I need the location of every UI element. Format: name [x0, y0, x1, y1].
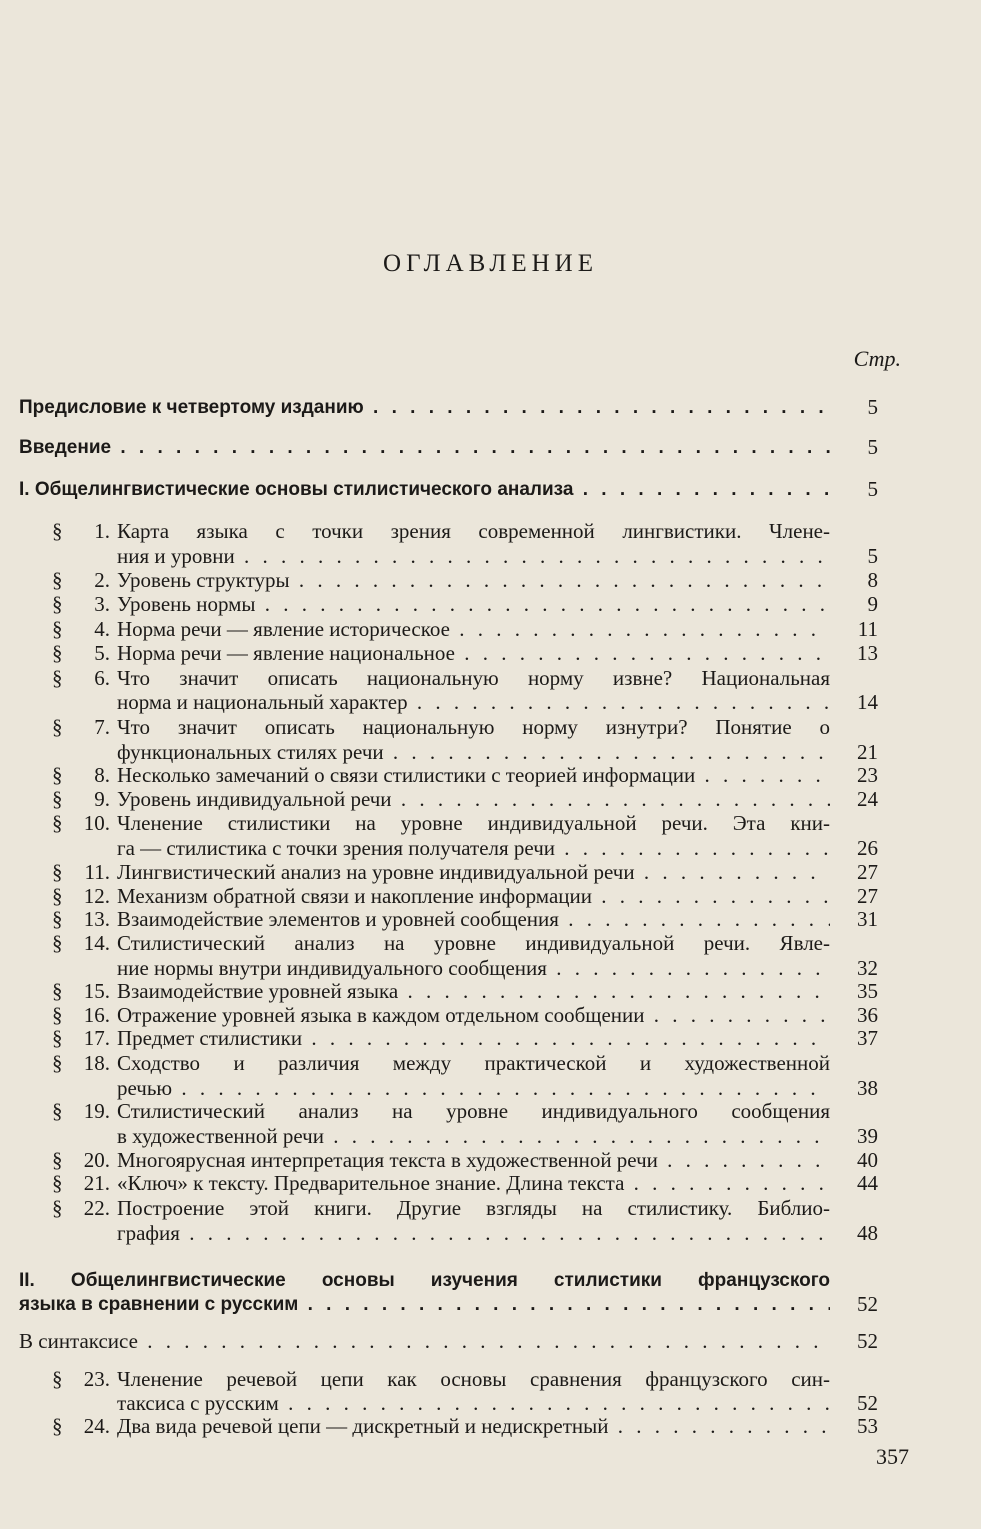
toc-entry-text: Норма речи — явление историческое [117, 617, 450, 641]
toc-entry-line [117, 1171, 830, 1196]
toc-entry-text: Механизм обратной связи и накопление информации [117, 884, 592, 908]
section-marker [52, 787, 114, 812]
section-number: 24. [83, 1414, 110, 1438]
section-marker [52, 931, 114, 956]
toc-entry-text: графия [117, 1221, 180, 1245]
toc-entry-text: Лингвистический анализ на уровне индивидуальной речи [117, 860, 635, 884]
section-symbol: § [52, 666, 63, 690]
toc-page-number: 52 [857, 1292, 878, 1316]
toc-entry-line [117, 956, 830, 981]
toc-page-number: 36 [857, 1003, 878, 1027]
section-number: 10. [83, 811, 110, 835]
toc-page-number: 48 [857, 1221, 878, 1245]
toc-page-number: 38 [857, 1076, 878, 1100]
section-number: 15. [83, 979, 110, 1003]
section-number: 4. [94, 617, 110, 641]
toc-entry-text: Несколько замечаний о связи стилистики с теорией информации [117, 763, 696, 787]
section-marker [52, 811, 114, 836]
toc-entry-line [117, 811, 830, 836]
toc-entry-text: Взаимодействие уровней языка [117, 979, 399, 1003]
toc-page-number: 5 [867, 477, 878, 501]
toc-entry-line [117, 1414, 830, 1439]
toc-entry-text: ние нормы внутри индивидуального сообщения [117, 956, 547, 980]
toc-entry-text: Предмет стилистики [117, 1026, 303, 1050]
toc-entry-text: Уровень структуры [117, 568, 290, 592]
section-symbol: § [52, 907, 63, 931]
toc-page-number: 52 [857, 1329, 878, 1353]
section-marker [52, 907, 114, 932]
section-marker [52, 666, 114, 691]
section-symbol: § [52, 641, 63, 665]
toc-entry-text: Карта языка с точки зрения современной лингвистики. Члене- [117, 519, 830, 543]
toc-entry-text: Многоярусная интерпретация текста в художественной речи [117, 1148, 658, 1172]
section-symbol: § [52, 1026, 63, 1050]
section-marker [52, 1099, 114, 1124]
section-symbol: § [52, 1051, 63, 1075]
toc-page-number: 24 [857, 787, 878, 811]
toc-entry-text: Уровень нормы [117, 592, 256, 616]
section-marker [52, 1414, 114, 1439]
section-symbol: § [52, 931, 63, 955]
section-marker [52, 641, 114, 666]
toc-entry-text: ния и уровни [117, 544, 235, 568]
toc-entry-text: Предисловие к четвертому изданию [19, 397, 364, 418]
toc-entry-line [117, 907, 830, 932]
toc-entry-text: Сходство и различия между практической и художественной [117, 1051, 830, 1075]
toc-entry-line [117, 836, 830, 861]
section-symbol: § [52, 617, 63, 641]
toc-entry-text: Норма речи — явление национальное [117, 641, 455, 665]
toc-entry-line [117, 1026, 830, 1051]
toc-entry-line [19, 435, 830, 460]
toc-page-number: 39 [857, 1124, 878, 1148]
section-number: 1. [94, 519, 110, 543]
toc-entry-line [19, 1292, 830, 1317]
toc-entry-text: Отражение уровней языка в каждом отдельном сообщении [117, 1003, 645, 1027]
toc-entry-line [19, 395, 830, 420]
toc-entry-line [117, 740, 830, 765]
section-marker [52, 763, 114, 788]
toc-entry-text: Членение речевой цепи как основы сравнения французского син- [117, 1367, 830, 1391]
toc-page-number: 52 [857, 1391, 878, 1415]
toc-entry-line [117, 666, 830, 691]
toc-entry-line [117, 519, 830, 544]
toc-page-number: 35 [857, 979, 878, 1003]
section-number: 22. [83, 1196, 110, 1220]
section-marker [52, 979, 114, 1004]
section-symbol: § [52, 592, 63, 616]
toc-page-number: 40 [857, 1148, 878, 1172]
footer-page-number: 357 [876, 1444, 909, 1469]
section-symbol: § [52, 884, 63, 908]
section-marker [52, 1051, 114, 1076]
section-marker [52, 1196, 114, 1221]
section-number: 14. [83, 931, 110, 955]
toc-entry-line [117, 1367, 830, 1392]
section-marker [52, 860, 114, 885]
section-number: 20. [83, 1148, 110, 1172]
toc-entry-line [117, 763, 830, 788]
toc-entry-line [117, 544, 830, 569]
toc-page-number: 14 [857, 690, 878, 714]
section-number: 23. [83, 1367, 110, 1391]
toc-entry-line [19, 1268, 830, 1293]
toc-entry-line [19, 477, 830, 502]
section-number: 17. [83, 1026, 110, 1050]
toc-page-number: 9 [867, 592, 878, 616]
section-marker [52, 715, 114, 740]
toc-entry-line [117, 641, 830, 666]
toc-entry-text: таксиса с русским [117, 1391, 279, 1415]
toc-entry-line [19, 1329, 830, 1354]
toc-entry-line [117, 568, 830, 593]
toc-entry-text: «Ключ» к тексту. Предварительное знание. Длина текста [117, 1171, 625, 1195]
toc-entry-text: I. Общелингвистические основы стилистического анализа [19, 479, 574, 500]
toc-entry-line [117, 860, 830, 885]
section-number: 9. [94, 787, 110, 811]
section-marker [52, 1148, 114, 1173]
section-symbol: § [52, 787, 63, 811]
section-number: 16. [83, 1003, 110, 1027]
toc-entry-line [117, 1391, 830, 1416]
toc-entry-line [117, 1003, 830, 1028]
toc-entry-text: га — стилистика с точки зрения получателя речи [117, 836, 556, 860]
toc-entry-text: функциональных стилях речи [117, 740, 384, 764]
toc-entry-text: Взаимодействие элементов и уровней сообщения [117, 907, 559, 931]
section-symbol: § [52, 519, 63, 543]
section-marker [52, 1026, 114, 1051]
section-symbol: § [52, 979, 63, 1003]
toc-entry-line [117, 690, 830, 715]
toc-page-number: 31 [857, 907, 878, 931]
toc-entry-line [117, 592, 830, 617]
section-symbol: § [52, 1367, 63, 1391]
section-number: 7. [94, 715, 110, 739]
toc-entry-line [117, 617, 830, 642]
toc-page-number: 5 [867, 544, 878, 568]
section-marker [52, 617, 114, 642]
toc-entry-line [117, 715, 830, 740]
toc-page-number: 21 [857, 740, 878, 764]
section-symbol: § [52, 1148, 63, 1172]
section-number: 11. [84, 860, 110, 884]
section-symbol: § [52, 860, 63, 884]
toc-entry-text: Стилистический анализ на уровне индивидуальной речи. Явле- [117, 931, 830, 955]
toc-page-number: 5 [867, 395, 878, 419]
toc-page-number: 44 [857, 1171, 878, 1195]
toc-entry-text: норма и национальный характер [117, 690, 408, 714]
toc-entry-text: Что значит описать национальную норму изнутри? Понятие о [117, 715, 830, 739]
section-number: 2. [94, 568, 110, 592]
section-number: 13. [83, 907, 110, 931]
section-marker [52, 592, 114, 617]
toc-entry-text: Стилистический анализ на уровне индивидуального сообщения [117, 1099, 830, 1123]
section-number: 12. [83, 884, 110, 908]
toc-page-number: 8 [867, 568, 878, 592]
toc-page-number: 37 [857, 1026, 878, 1050]
toc-page-number: 53 [857, 1414, 878, 1438]
section-symbol: § [52, 568, 63, 592]
section-number: 21. [83, 1171, 110, 1195]
toc-entry-text: Членение стилистики на уровне индивидуальной речи. Эта кни- [117, 811, 830, 835]
toc-page-number: 32 [857, 956, 878, 980]
toc-page-number: 13 [857, 641, 878, 665]
toc-entry-text: Что значит описать национальную норму извне? Национальная [117, 666, 830, 690]
toc-entry-text: Два вида речевой цепи — дискретный и недискретный [117, 1414, 609, 1438]
section-marker [52, 1003, 114, 1028]
toc-page-number: 27 [857, 884, 878, 908]
section-number: 6. [94, 666, 110, 690]
toc-entry-line [117, 1196, 830, 1221]
section-symbol: § [52, 1099, 63, 1123]
toc-page-number: 27 [857, 860, 878, 884]
toc-entry-line [117, 1124, 830, 1149]
toc-entry-text: Построение этой книги. Другие взгляды на стилистику. Библио- [117, 1196, 830, 1220]
toc-entry-text: II. Общелингвистические основы изучения стилистики французского [19, 1270, 830, 1291]
section-marker [52, 1367, 114, 1392]
toc-entry-text: в художественной речи [117, 1124, 324, 1148]
section-marker [52, 519, 114, 544]
toc-page-number: 5 [867, 435, 878, 459]
section-number: 5. [94, 641, 110, 665]
toc-entry-line [117, 1099, 830, 1124]
section-number: 18. [83, 1051, 110, 1075]
toc-entry-text: Введение [19, 437, 112, 458]
toc-entry-text: Уровень индивидуальной речи [117, 787, 392, 811]
section-symbol: § [52, 1171, 63, 1195]
toc-entry-text: речью [117, 1076, 173, 1100]
section-symbol: § [52, 1003, 63, 1027]
section-number: 8. [94, 763, 110, 787]
section-marker [52, 1171, 114, 1196]
section-symbol: § [52, 715, 63, 739]
toc-entry-line [117, 1076, 830, 1101]
toc-entry-line [117, 884, 830, 909]
toc-entry-text: В синтаксисе [19, 1329, 138, 1353]
toc-page-number: 11 [857, 617, 878, 641]
section-number: 3. [94, 592, 110, 616]
toc-entry-line [117, 979, 830, 1004]
section-marker [52, 884, 114, 909]
section-symbol: § [52, 811, 63, 835]
toc-entry-line [117, 1051, 830, 1076]
toc-entry-line [117, 1148, 830, 1173]
page-column-label: Стр. [853, 346, 901, 371]
section-symbol: § [52, 1414, 63, 1438]
toc-entry-text: языка в сравнении с русским [19, 1294, 299, 1315]
toc-entry-line [117, 931, 830, 956]
toc-page-number: 23 [857, 763, 878, 787]
toc-entry-line [117, 1221, 830, 1246]
section-marker [52, 568, 114, 593]
toc-page-number: 26 [857, 836, 878, 860]
section-symbol: § [52, 763, 63, 787]
section-symbol: § [52, 1196, 63, 1220]
toc-entry-line [117, 787, 830, 812]
section-number: 19. [83, 1099, 110, 1123]
toc-heading: ОГЛАВЛЕНИЕ [383, 250, 598, 277]
